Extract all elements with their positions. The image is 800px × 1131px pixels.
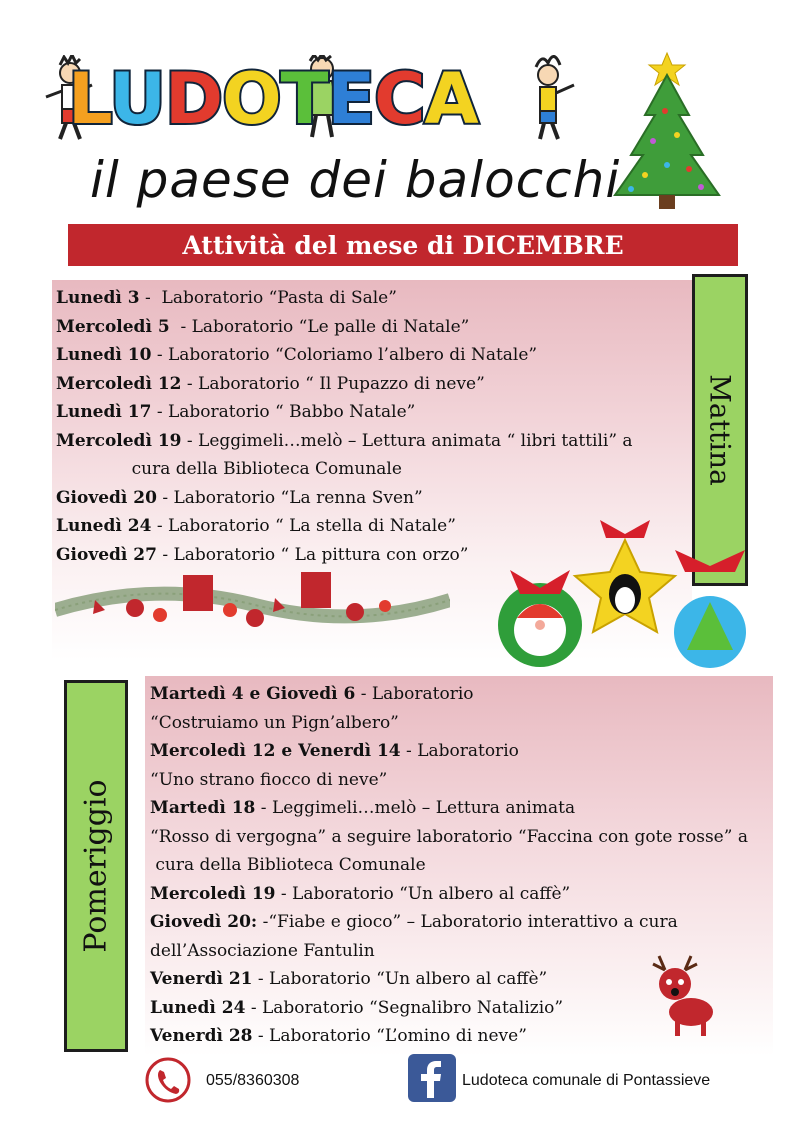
activity-day: Venerdì 28 bbox=[150, 1026, 253, 1046]
activity-row bbox=[56, 398, 696, 427]
activity-day: Lunedì 3 bbox=[56, 288, 140, 308]
ornaments-icon bbox=[495, 510, 755, 670]
activity-day: Mercoledì 12 e Venerdì 14 bbox=[150, 741, 401, 761]
activity-text: - Laboratorio “Pasta di Sale” bbox=[139, 288, 397, 308]
activity-text: “Costruiamo un Pign’albero” bbox=[150, 712, 399, 733]
activity-text: - Laboratorio “Un albero al caffè” bbox=[275, 883, 571, 904]
activity-row bbox=[56, 370, 696, 399]
activity-row bbox=[150, 737, 780, 766]
activity-day: Lunedì 24 bbox=[56, 516, 152, 536]
activity-text: - Laboratorio “Segnalibro Natalizio” bbox=[245, 997, 564, 1018]
logo-letter: D bbox=[164, 58, 223, 140]
activity-day: Martedì 18 bbox=[150, 798, 256, 818]
activity-row bbox=[150, 680, 780, 709]
activity-text: “Uno strano fiocco di neve” bbox=[150, 769, 388, 790]
activity-text: - Laboratorio “ Babbo Natale” bbox=[151, 402, 416, 422]
activity-row bbox=[150, 709, 780, 738]
activity-row bbox=[56, 341, 696, 370]
activity-day: Lunedì 10 bbox=[56, 345, 152, 365]
logo-letter: A bbox=[424, 58, 478, 140]
activity-day: Lunedì 24 bbox=[150, 997, 246, 1018]
activity-text: “Rosso di vergogna” a seguire laboratorio “Faccina con gote rosse” a bbox=[150, 826, 748, 847]
logo-letter: C bbox=[374, 58, 425, 140]
activity-text: - Laboratorio “Le palle di Natale” bbox=[169, 316, 470, 337]
activity-day: Giovedì 27 bbox=[56, 544, 157, 565]
activity-text: dell’Associazione Fantulin bbox=[150, 940, 375, 961]
activity-row bbox=[150, 794, 780, 823]
activity-row bbox=[56, 427, 696, 456]
activity-day: Giovedì 20 bbox=[56, 487, 157, 508]
activity-day: Mercoledì 12 bbox=[56, 373, 182, 394]
activity-text: - Laboratorio “ La pittura con orzo” bbox=[156, 544, 469, 565]
kid-right-icon bbox=[536, 56, 574, 139]
afternoon-tab-label: Pomeriggio bbox=[78, 779, 114, 953]
activity-text: cura della Biblioteca Comunale bbox=[56, 459, 402, 479]
logo-letter: E bbox=[327, 58, 375, 140]
activity-text: - Laboratorio bbox=[355, 684, 474, 704]
logo-letter: L bbox=[68, 58, 110, 140]
logo-letter: T bbox=[280, 58, 328, 140]
phone-number[interactable]: 055/8360308 bbox=[206, 1072, 300, 1089]
activity-row bbox=[150, 823, 780, 852]
christmas-tree-icon bbox=[605, 45, 730, 215]
facebook-icon[interactable] bbox=[408, 1054, 456, 1102]
activity-text: -“Fiabe e gioco” – Laboratorio interattivo a cura bbox=[257, 912, 678, 932]
page-title: Attività del mese di DICEMBRE bbox=[68, 224, 738, 266]
activity-text: cura della Biblioteca Comunale bbox=[150, 855, 426, 875]
activity-day: Mercoledì 5 bbox=[56, 316, 170, 337]
activity-day: Lunedì 17 bbox=[56, 402, 152, 422]
activity-row bbox=[150, 880, 780, 909]
garland-icon bbox=[55, 560, 450, 650]
activity-row bbox=[56, 455, 696, 484]
activity-text: - Laboratorio “ Il Pupazzo di neve” bbox=[181, 373, 485, 394]
activity-text: - Laboratorio “La renna Sven” bbox=[156, 487, 423, 508]
activity-text: - Laboratorio “L’omino di neve” bbox=[252, 1026, 527, 1046]
logo-letter: O bbox=[222, 58, 281, 140]
activity-text: - Laboratorio “Un albero al caffè” bbox=[252, 969, 548, 989]
activity-row bbox=[56, 484, 696, 513]
reindeer-icon bbox=[645, 950, 725, 1040]
activity-row bbox=[56, 284, 696, 313]
activity-row bbox=[150, 851, 780, 880]
activity-text: - Leggimeli…melò – Lettura animata “ libri tattili” a bbox=[181, 430, 633, 451]
activity-day: Mercoledì 19 bbox=[150, 883, 276, 904]
activity-day: Giovedì 20: bbox=[150, 912, 258, 932]
activity-text: - Laboratorio “ La stella di Natale” bbox=[151, 516, 456, 536]
morning-tab-label: Mattina bbox=[703, 374, 737, 486]
tagline: il paese dei balocchi bbox=[90, 151, 621, 209]
activity-row bbox=[150, 908, 780, 937]
activity-row bbox=[150, 766, 780, 795]
facebook-page-name[interactable]: Ludoteca comunale di Pontassieve bbox=[462, 1072, 711, 1089]
afternoon-tab bbox=[64, 680, 128, 1052]
activity-day: Martedì 4 e Giovedì 6 bbox=[150, 684, 356, 704]
logo-letter: U bbox=[109, 58, 165, 140]
activity-day: Venerdì 21 bbox=[150, 969, 253, 989]
activity-text: - Laboratorio bbox=[400, 741, 519, 761]
phone-icon bbox=[144, 1056, 192, 1104]
activity-text: - Laboratorio “Coloriamo l’albero di Natale” bbox=[151, 345, 538, 365]
activity-day: Mercoledì 19 bbox=[56, 430, 182, 451]
logo-wordmark bbox=[68, 58, 478, 140]
activity-row bbox=[56, 313, 696, 342]
activity-text: - Leggimeli…melò – Lettura animata bbox=[255, 798, 576, 818]
